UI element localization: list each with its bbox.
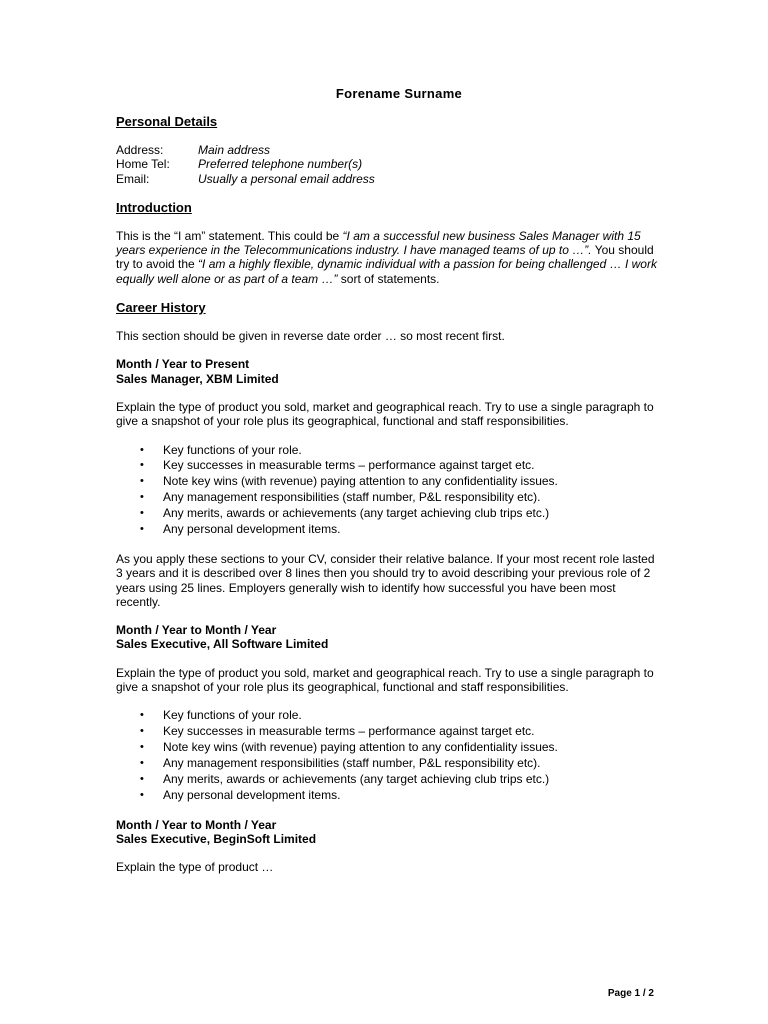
job-1-bullet-list — [116, 443, 662, 538]
list-item — [140, 788, 662, 804]
job-3-title: Sales Executive, BeginSoft Limited — [116, 832, 317, 847]
intro-text-3: sort of statements. — [337, 271, 440, 286]
list-item — [140, 772, 662, 788]
bullet-icon: • — [140, 709, 144, 722]
list-item — [140, 490, 662, 506]
bullet-icon: • — [140, 523, 144, 536]
list-item-text: Any merits, awards or achievements (any target achieving club trips etc.) — [163, 506, 550, 521]
page-number: Page 1 / 2 — [607, 988, 654, 999]
bullet-icon: • — [140, 507, 144, 520]
job-2-description: Explain the type of product you sold, market and geographical reach. Try to use a single paragraph to give a snapshot of your role plus its geographical, functional and staff responsibilities. — [116, 665, 654, 695]
introduction-heading: Introduction — [116, 199, 192, 215]
list-item-text: Key successes in measurable terms – performance against target etc. — [163, 724, 535, 739]
introduction-paragraph — [116, 229, 662, 286]
list-item — [140, 458, 662, 474]
intro-quote-2: “I am a highly flexible, dynamic individual with a passion for being challenged … I work equally well alone or as part of a team …” — [116, 257, 657, 286]
list-item-text: Any management responsibilities (staff number, P&L responsibility etc). — [163, 490, 541, 505]
job-2-dates: Month / Year to Month / Year — [116, 623, 277, 638]
list-item — [140, 756, 662, 772]
bullet-icon: • — [140, 741, 144, 754]
list-item — [140, 740, 662, 756]
list-item-text: Any management responsibilities (staff number, P&L responsibility etc). — [163, 756, 541, 771]
job-3-dates: Month / Year to Month / Year — [116, 817, 277, 832]
career-intro-paragraph: This section should be given in reverse date order … so most recent first. — [116, 329, 505, 344]
bullet-icon: • — [140, 459, 144, 472]
email-row — [116, 172, 662, 186]
job-1-title: Sales Manager, XBM Limited — [116, 371, 279, 386]
bullet-icon: • — [140, 773, 144, 785]
list-item — [140, 443, 662, 459]
list-item — [140, 506, 662, 522]
intro-text-2: You should try to avoid the — [116, 243, 654, 272]
address-row — [116, 143, 662, 157]
list-item-text: Note key wins (with revenue) paying attention to any confidentiality issues. — [163, 740, 558, 755]
bullet-icon: • — [140, 725, 144, 738]
list-item-text: Any personal development items. — [163, 787, 341, 802]
list-item — [140, 708, 662, 724]
list-item-text: Any personal development items. — [163, 522, 341, 537]
personal-details-heading: Personal Details — [116, 114, 218, 129]
home-tel-label: Home Tel: — [116, 157, 170, 172]
list-item-text: Key functions of your role. — [163, 442, 302, 457]
bullet-icon: • — [140, 788, 144, 801]
cv-content — [116, 86, 662, 875]
list-item — [140, 724, 662, 740]
list-item-text: Key successes in measurable terms – performance against target etc. — [163, 458, 535, 473]
intro-quote-1: “I am a successful new business Sales Manager with 15 years experience in the Telecommunications industry. I have managed teams of up to …”. — [116, 228, 641, 258]
bullet-icon: • — [140, 443, 144, 456]
job-2-title: Sales Executive, All Software Limited — [116, 637, 329, 652]
email-label: Email: — [116, 171, 150, 186]
list-item-text: Any merits, awards or achievements (any target achieving club trips etc.) — [163, 772, 550, 786]
cv-balance-note: As you apply these sections to your CV, consider their relative balance. If your most recent role lasted 3 years and it is described over 8 lines then you should try to avoid describing your previous role of 2 years using 25 lines. Employers generally wish to identify how successful you have been most recently. — [116, 552, 655, 609]
list-item — [140, 474, 662, 490]
job-1-description: Explain the type of product you sold, market and geographical reach. Try to use a single paragraph to give a snapshot of your role plus its geographical, functional and staff responsibilities. — [116, 399, 654, 429]
personal-details-list — [116, 143, 662, 186]
intro-text-1: This is the “I am” statement. This could be — [116, 228, 343, 243]
job-1-dates: Month / Year to Present — [116, 357, 250, 372]
cv-name-title: Forename Surname — [335, 86, 463, 101]
email-value: Usually a personal email address — [198, 171, 375, 186]
job-2-bullet-list — [116, 708, 662, 803]
home-tel-row — [116, 157, 662, 171]
bullet-icon: • — [140, 475, 144, 488]
career-history-heading: Career History — [116, 300, 206, 316]
list-item — [140, 522, 662, 538]
bullet-icon: • — [140, 491, 144, 504]
home-tel-value: Preferred telephone number(s) — [198, 157, 363, 172]
list-item-text: Note key wins (with revenue) paying attention to any confidentiality issues. — [163, 474, 558, 489]
address-label: Address: — [116, 143, 164, 157]
bullet-icon: • — [140, 757, 144, 770]
address-value: Main address — [198, 143, 271, 157]
job-3-description: Explain the type of product … — [116, 860, 274, 875]
list-item-text: Key functions of your role. — [163, 708, 302, 723]
